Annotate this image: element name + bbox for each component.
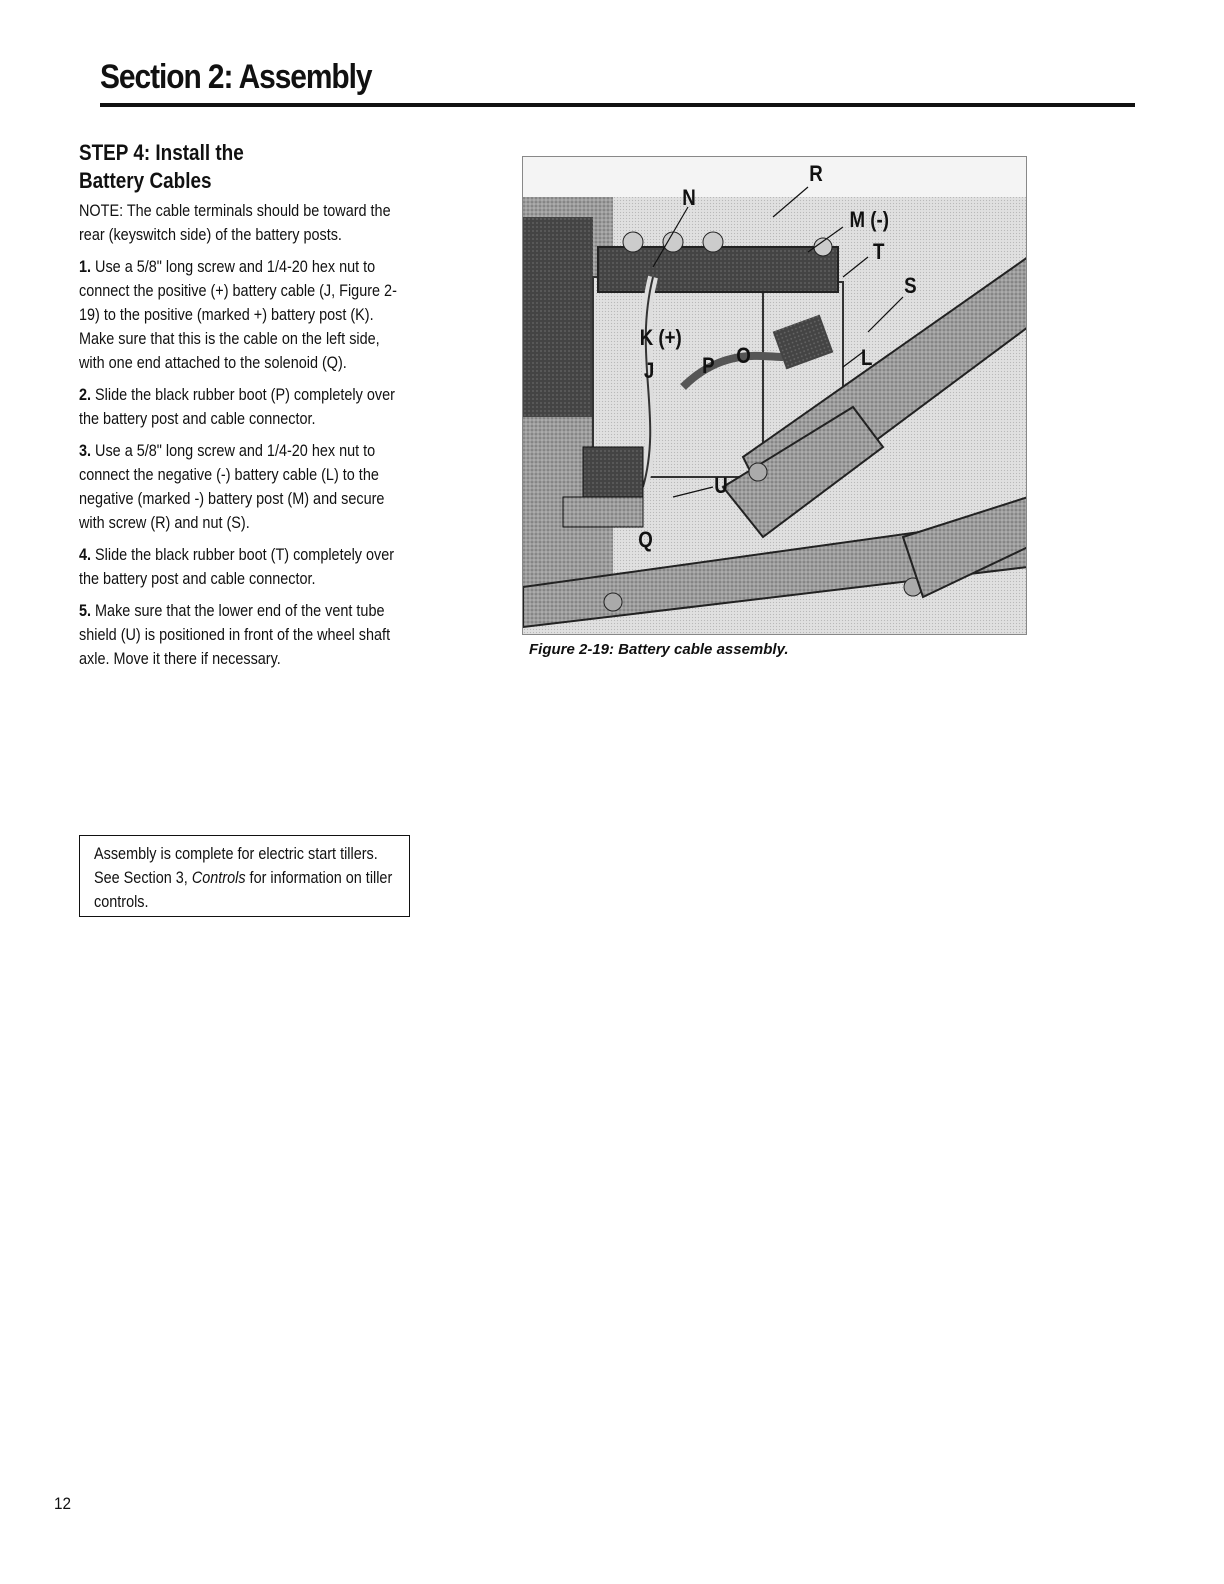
callout-T: T <box>873 239 885 264</box>
completion-note-part: for information on tiller controls. <box>94 869 393 911</box>
step-number: 3. <box>79 442 92 460</box>
callout-P: P <box>702 353 715 378</box>
page-number: 12 <box>54 1494 72 1513</box>
step-text: Use a 5/8" long screw and 1/4-20 hex nut to connect the negative (-) battery cable (L) to the negative (marked -) battery post (M) and secure with screw (R) and nut (S). <box>79 442 385 532</box>
step-number: 1. <box>79 258 92 276</box>
battery-cable-figure <box>522 156 1027 635</box>
step-text: Use a 5/8" long screw and 1/4-20 hex nut to connect the positive (+) battery cable (J, Figure 2-19) to the positive (marked +) battery post (K). Make sure that this is the cable on the left side, with one end attached to the solenoid (Q). <box>79 258 397 372</box>
figure-caption: Figure 2-19: Battery cable assembly. <box>529 641 789 658</box>
callout-L: L <box>861 345 873 370</box>
step-heading-line1: STEP 4: Install the <box>79 140 244 165</box>
step-heading-line2: Battery Cables <box>79 168 212 193</box>
step-number: 2. <box>79 386 92 404</box>
callout-S: S <box>904 273 917 298</box>
completion-note-text <box>94 842 398 914</box>
step-heading <box>79 139 363 195</box>
callout-J: J <box>643 358 655 383</box>
step-number: 4. <box>79 546 92 564</box>
step-text: Slide the black rubber boot (P) completely over the battery post and cable connector. <box>79 386 395 428</box>
completion-note-part: Assembly is complete for electric start tillers. See Section 3, <box>94 845 378 887</box>
callout-Q: Q <box>638 527 653 552</box>
step-item-3 <box>79 439 409 535</box>
completion-note-box <box>79 835 410 917</box>
callout-R: R <box>809 161 823 186</box>
note-text: NOTE: The cable terminals should be toward the rear (keyswitch side) of the battery posts. <box>79 202 391 244</box>
callout-K: K (+) <box>639 325 682 350</box>
step-number: 5. <box>79 602 92 620</box>
step-item-2 <box>79 383 409 431</box>
step-text: Make sure that the lower end of the vent tube shield (U) is positioned in front of the wheel shaft axle. Move it there if necessary. <box>79 602 391 668</box>
step-item-5 <box>79 599 409 671</box>
section-title: Section 2: Assembly <box>100 58 372 96</box>
callout-O: O <box>736 343 751 368</box>
step-item-4 <box>79 543 409 591</box>
section-divider <box>100 103 1135 107</box>
callout-U: U <box>714 473 728 498</box>
instructions-column <box>79 139 409 679</box>
callout-M: M (-) <box>849 207 889 232</box>
controls-reference: Controls <box>191 869 246 887</box>
callout-N: N <box>682 185 696 210</box>
step-item-1 <box>79 255 409 375</box>
battery-illustration <box>523 157 1027 635</box>
step-text: Slide the black rubber boot (T) completely over the battery post and cable connector. <box>79 546 395 588</box>
